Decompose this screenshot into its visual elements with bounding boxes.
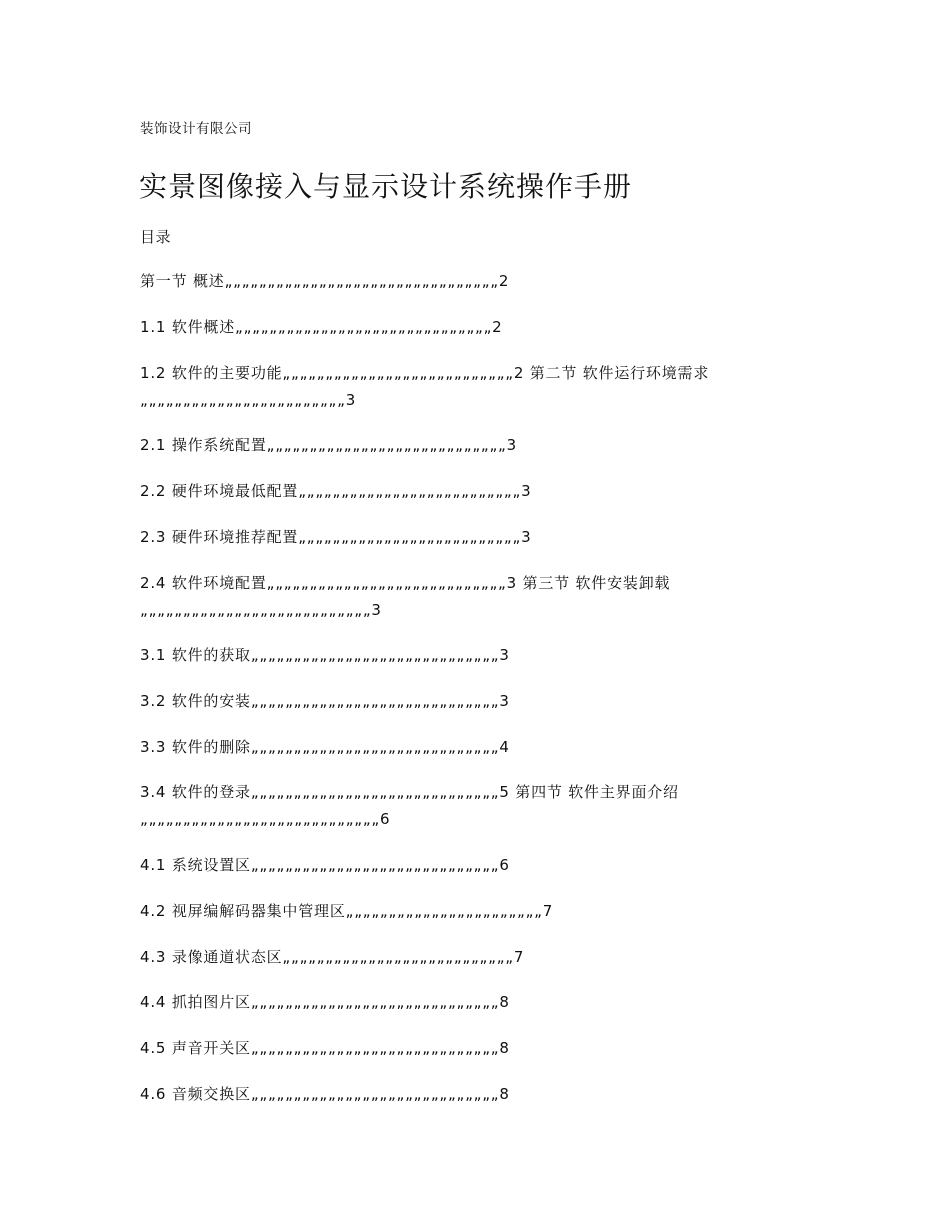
toc-entry-2-4[interactable]: 2.4 软件环境配置„„„„„„„„„„„„„„„„„„„„„„„„„„„„3 第三节 软件安装卸载„„„„„„„„„„„„„„„„„„„„„„„„„„„3 bbox=[140, 574, 671, 619]
toc-entry-2-2[interactable]: 2.2 硬件环境最低配置„„„„„„„„„„„„„„„„„„„„„„„„„„3 bbox=[140, 482, 532, 500]
toc-heading: 目录 bbox=[140, 228, 172, 246]
toc-entry-4-3[interactable]: 4.3 录像通道状态区„„„„„„„„„„„„„„„„„„„„„„„„„„„7 bbox=[140, 948, 525, 966]
company-name: 装饰设计有限公司 bbox=[140, 121, 252, 137]
toc-entry-2-1[interactable]: 2.1 操作系统配置„„„„„„„„„„„„„„„„„„„„„„„„„„„„3 bbox=[140, 436, 517, 454]
toc-entry-1-1[interactable]: 1.1 软件概述„„„„„„„„„„„„„„„„„„„„„„„„„„„„„„2 bbox=[140, 318, 503, 336]
toc-entry-section-1[interactable]: 第一节 概述„„„„„„„„„„„„„„„„„„„„„„„„„„„„„„„„2 bbox=[140, 272, 510, 290]
toc-entry-4-1[interactable]: 4.1 系统设置区„„„„„„„„„„„„„„„„„„„„„„„„„„„„„6 bbox=[140, 856, 510, 874]
toc-entry-3-2[interactable]: 3.2 软件的安装„„„„„„„„„„„„„„„„„„„„„„„„„„„„„3 bbox=[140, 692, 510, 710]
toc-entry-4-5[interactable]: 4.5 声音开关区„„„„„„„„„„„„„„„„„„„„„„„„„„„„„8 bbox=[140, 1039, 510, 1057]
toc-entry-4-6[interactable]: 4.6 音频交换区„„„„„„„„„„„„„„„„„„„„„„„„„„„„„8 bbox=[140, 1085, 510, 1103]
toc-entry-3-1[interactable]: 3.1 软件的获取„„„„„„„„„„„„„„„„„„„„„„„„„„„„„3 bbox=[140, 646, 510, 664]
toc-entry-3-4[interactable]: 3.4 软件的登录„„„„„„„„„„„„„„„„„„„„„„„„„„„„„5 第四节 软件主界面介绍„„„„„„„„„„„„„„„„„„„„„„„„„„„„6 bbox=[140, 783, 679, 828]
toc-entry-2-3[interactable]: 2.3 硬件环境推荐配置„„„„„„„„„„„„„„„„„„„„„„„„„„3 bbox=[140, 528, 532, 546]
toc-entry-1-2[interactable]: 1.2 软件的主要功能„„„„„„„„„„„„„„„„„„„„„„„„„„„2 第二节 软件运行环境需求„„„„„„„„„„„„„„„„„„„„„„„„3 bbox=[140, 364, 710, 409]
toc-entry-4-2[interactable]: 4.2 视屏编解码器集中管理区„„„„„„„„„„„„„„„„„„„„„„„7 bbox=[140, 902, 554, 920]
toc-entry-4-4[interactable]: 4.4 抓拍图片区„„„„„„„„„„„„„„„„„„„„„„„„„„„„„8 bbox=[140, 993, 510, 1011]
document-title: 实景图像接入与显示设计系统操作手册 bbox=[139, 170, 633, 203]
toc-entry-3-3[interactable]: 3.3 软件的删除„„„„„„„„„„„„„„„„„„„„„„„„„„„„„4 bbox=[140, 738, 510, 756]
